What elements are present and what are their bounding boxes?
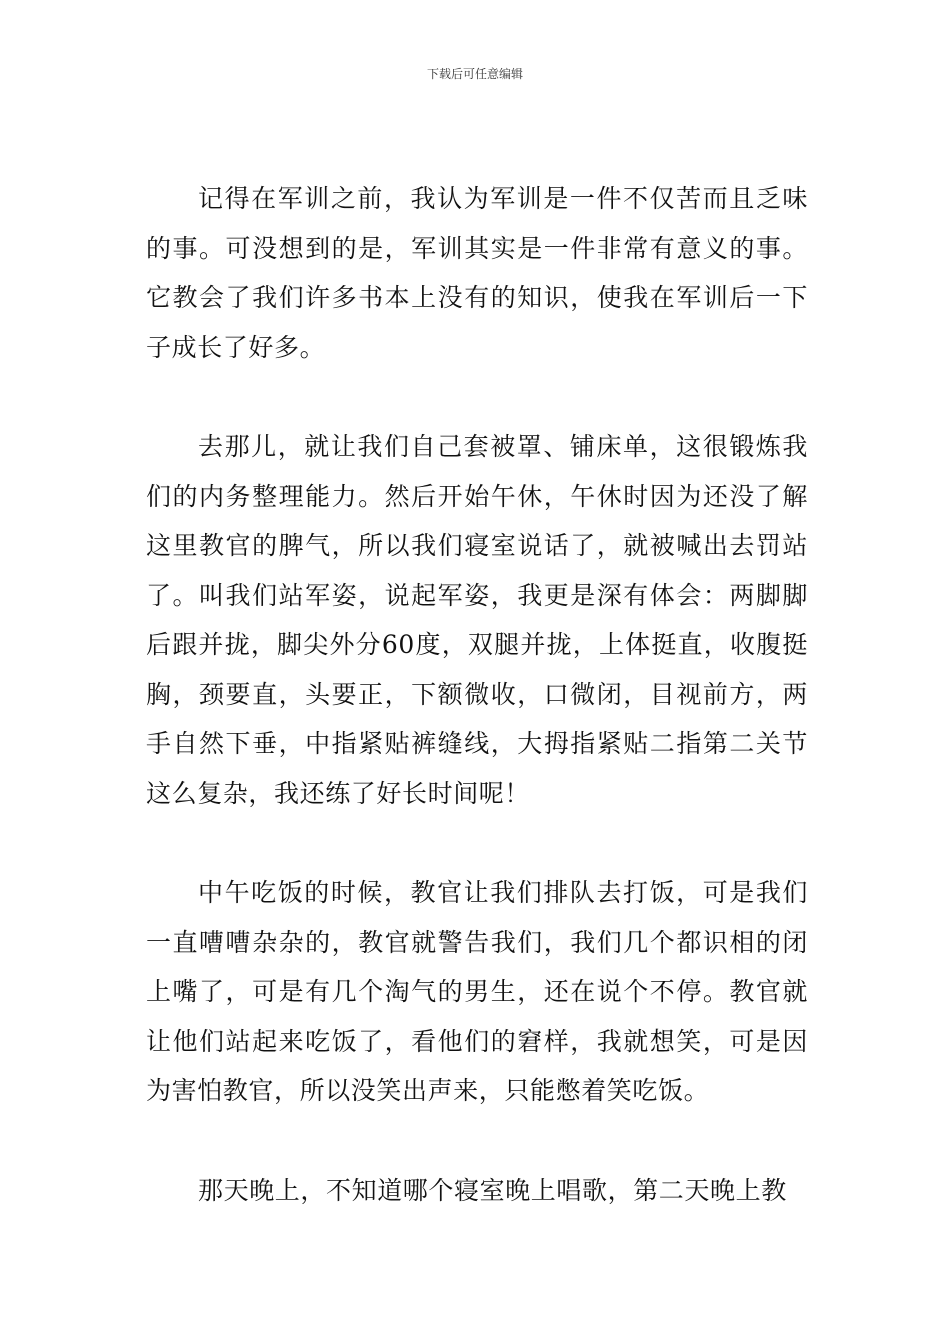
document-body — [146, 174, 808, 1215]
paragraph: 那天晚上，不知道哪个寝室晚上唱歌，第二天晚上教 — [198, 1175, 787, 1205]
paragraph: 去那儿，就让我们自己套被罩、铺床单，这很锻炼我们的内务整理能力。然后开始午休，午休时因为还没了解这里教官的脾气，所以我们寝室说话了，就被喊出去罚站了。叫我们站军姿，说起军姿，我更是深有体会：两脚脚后跟并拢，脚尖外分60度，双腿并拢，上体挺直，收腹挺胸，颈要直，头要正，下额微收，口微闭，目视前方，两手自然下垂，中指紧贴裤缝线，大拇指紧贴二指第二关节这么复杂，我还练了好长时间呢！ — [146, 432, 808, 808]
paragraph: 记得在军训之前，我认为军训是一件不仅苦而且乏味的事。可没想到的是，军训其实是一件非常有意义的事。它教会了我们许多书本上没有的知识，使我在军训后一下子成长了好多。 — [146, 184, 808, 362]
paragraph: 中午吃饭的时候，教官让我们排队去打饭，可是我们一直嘈嘈杂杂的，教官就警告我们，我们几个都识相的闭上嘴了，可是有几个淘气的男生，还在说个不停。教官就让他们站起来吃饭了，看他们的窘样，我就想笑，可是因为害怕教官，所以没笑出声来，只能憋着笑吃饭。 — [146, 878, 808, 1105]
page-header: 下载后可任意编辑 — [426, 67, 523, 81]
